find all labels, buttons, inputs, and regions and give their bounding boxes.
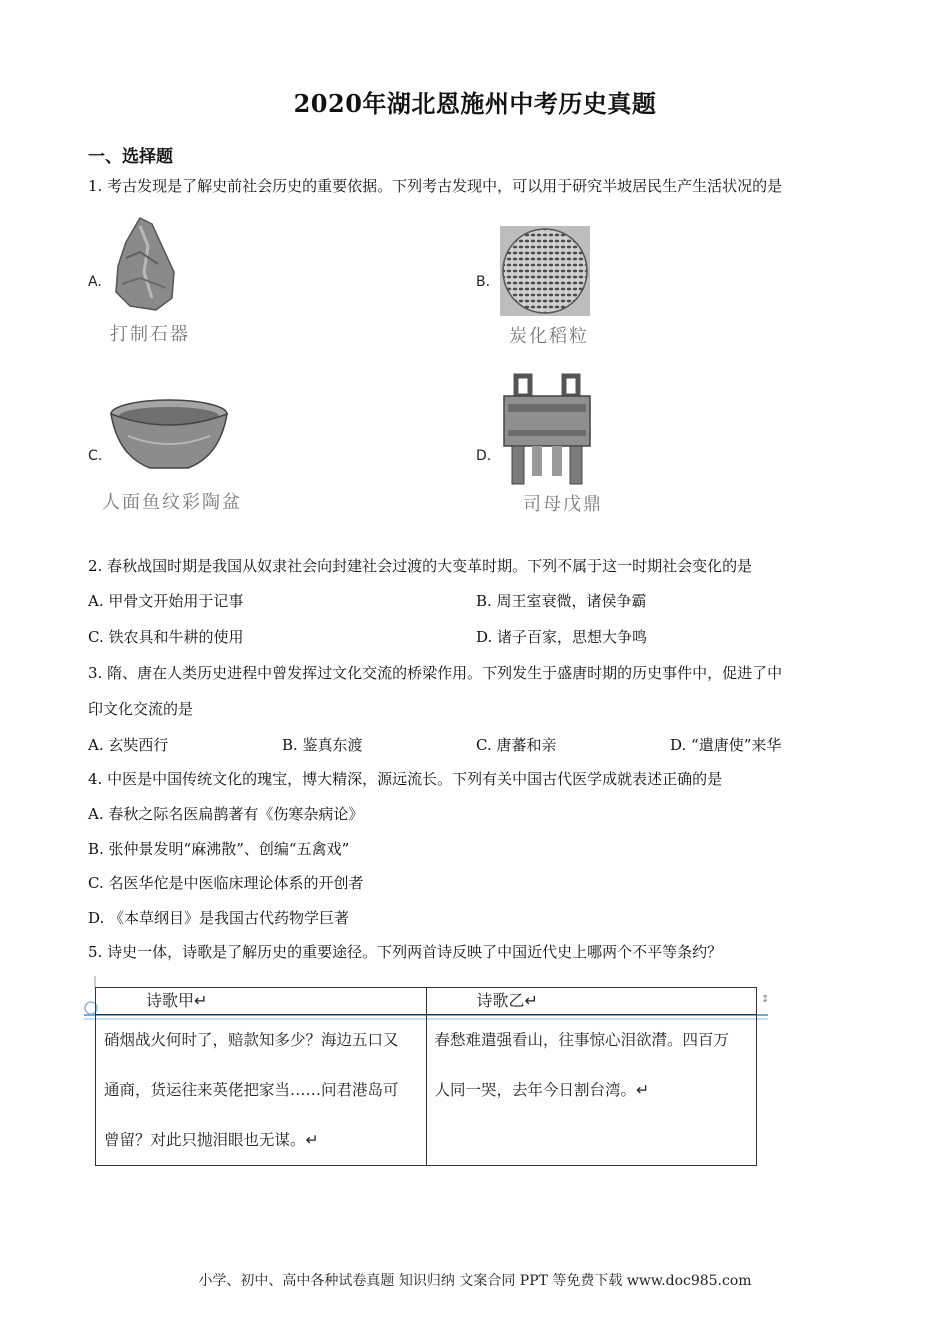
q3-option-d: D. “遣唐使”来华 — [670, 736, 782, 754]
q3-option-b: B. 鉴真东渡 — [282, 736, 363, 754]
q1-option-b-letter: B. — [476, 274, 491, 290]
q1-option-a-letter: A. — [88, 274, 102, 290]
q4-option-a: A. 春秋之际名医扁鹊著有《伤寒杂病论》 — [88, 805, 364, 823]
poem-b-title: 诗歌乙↵ — [426, 988, 757, 1015]
q1-option-a-caption: 打制石器 — [110, 324, 190, 345]
question-3-stem-line-2: 印文化交流的是 — [88, 700, 194, 718]
q2-option-c: C. 铁农具和牛耕的使用 — [88, 628, 244, 646]
q2-option-d: D. 诸子百家，思想大争鸣 — [476, 628, 648, 646]
q3-option-a: A. 玄奘西行 — [88, 736, 169, 754]
poem-a-line-2: 通商，货运往来英佬把家当……问君港岛可 — [104, 1081, 399, 1099]
q1-option-b-caption: 炭化稻粒 — [509, 326, 589, 347]
poem-b-text — [426, 1015, 757, 1166]
question-5-stem: 5. 诗史一体，诗歌是了解历史的重要途径。下列两首诗反映了中国近代史上哪两个不平等条约？ — [88, 943, 723, 961]
stone-tool-image — [100, 212, 200, 316]
q2-option-a: A. 甲骨文开始用于记事 — [88, 592, 244, 610]
q1-option-d-letter: D. — [476, 448, 492, 464]
q4-option-d: D. 《本草纲目》是我国古代药物学巨著 — [88, 909, 350, 927]
poem-a-title: 诗歌甲↵ — [96, 988, 427, 1015]
q3-option-c: C. 唐蕃和亲 — [476, 736, 557, 754]
page-title: 2020年湖北恩施州中考历史真题 — [293, 89, 657, 118]
question-1-stem: 1. 考古发现是了解史前社会历史的重要依据。下列考古发现中，可以用于研究半坡居民生产生活状况的是 — [88, 177, 783, 195]
q4-option-c: C. 名医华佗是中医临床理论体系的开创者 — [88, 874, 364, 892]
poem-b-line-1: 春愁难遣强看山，往事惊心泪欲潸。四百万 — [434, 1031, 730, 1049]
q1-option-c-caption: 人面鱼纹彩陶盆 — [102, 492, 242, 513]
poem-a-text — [96, 1015, 427, 1166]
q2-option-b: B. 周王室衰微，诸侯争霸 — [476, 592, 647, 610]
poem-b-line-2: 人同一哭，去年今日割台湾。↵ — [434, 1081, 649, 1099]
page-footer: 小学、初中、高中各种试卷真题 知识归纳 文案合同 PPT 等免费下载 www.doc985.com — [198, 1273, 752, 1289]
poem-a-line-3: 曾留？对此只抛泪眼也无谋。↵ — [104, 1131, 319, 1149]
question-3-stem-line-1: 3. 隋、唐在人类历史进程中曾发挥过文化交流的桥梁作用。下列发生于盛唐时期的历史事件中，促进了中 — [88, 664, 783, 682]
q1-option-d-caption: 司母戊鼎 — [523, 494, 603, 515]
painted-pottery-basin-image — [108, 396, 230, 474]
carbonized-rice-image — [500, 226, 590, 316]
poem-a-line-1: 硝烟战火何时了，赔款知多少？海边五口又 — [104, 1031, 399, 1049]
question-2-stem: 2. 春秋战国时期是我国从奴隶社会向封建社会过渡的大变革时期。下列不属于这一时期社会变化的是 — [88, 557, 753, 575]
section-heading: 一、选择题 — [88, 147, 173, 167]
question-4-stem: 4. 中医是中国传统文化的瑰宝，博大精深，源远流长。下列有关中国古代医学成就表述正确的是 — [88, 770, 723, 788]
poem-table — [95, 987, 757, 1166]
q4-option-b: B. 张仲景发明“麻沸散”、创编“五禽戏” — [88, 840, 350, 858]
simuwu-ding-image — [500, 374, 594, 486]
svg-text:↕: ↕ — [761, 994, 770, 1005]
q1-option-c-letter: C. — [88, 448, 103, 464]
